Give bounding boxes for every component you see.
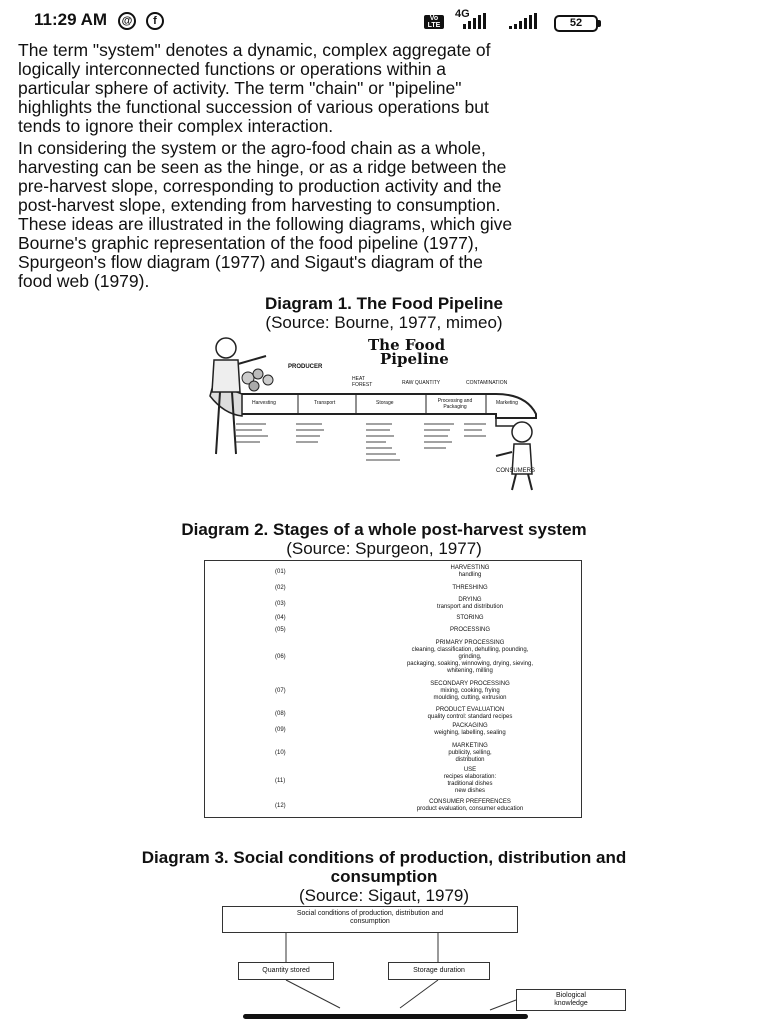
home-indicator[interactable] (243, 1014, 528, 1019)
stage-text (365, 627, 575, 634)
diagram2-heading (0, 520, 768, 558)
stage-detail: handling (458, 572, 482, 578)
loss-label: HEAT (352, 376, 365, 382)
text-line: tends to ignore their complex interaction. (18, 116, 334, 136)
stage-text (365, 799, 575, 813)
loss-label: RAW QUANTITY (402, 380, 441, 386)
alert-icon: @ (118, 12, 136, 30)
biological-knowledge-box (516, 989, 626, 1011)
text-line: logically interconnected functions or operations within a (18, 59, 447, 79)
social-conditions-box (222, 906, 518, 933)
text-line: pre-harvest slope, corresponding to production activity and the (18, 176, 502, 196)
diagram2-source: (Source: Spurgeon, 1977) (286, 539, 482, 558)
stage-heading: PACKAGING (452, 723, 488, 729)
stage-text (365, 681, 575, 702)
stage-number: (12) (275, 802, 286, 809)
text-line: In considering the system or the agro-food chain as a whole, (18, 138, 486, 158)
diagram3-title: Diagram 3. Social conditions of production, distribution and (141, 848, 627, 867)
stage-number: (05) (275, 627, 286, 633)
stage-detail: new dishes (454, 788, 486, 794)
paragraph-system-definition (18, 41, 763, 136)
stage-text (365, 597, 575, 611)
box-text: consumption (350, 918, 390, 925)
stage-heading: HARVESTING (450, 565, 490, 571)
stage-detail: whitening, milling (447, 668, 493, 674)
stage-number: (02) (275, 585, 286, 591)
status-bar (0, 0, 768, 40)
text-line: highlights the functional succession of various operations but (18, 97, 489, 117)
producer-label: PRODUCER (288, 364, 323, 370)
text-line: The term "system" denotes a dynamic, complex aggregate of (18, 40, 491, 60)
volte-text: Vo (429, 15, 439, 22)
pipe-stage-label: Harvesting (252, 400, 276, 406)
stage-text (365, 723, 575, 737)
diagram1-heading (0, 294, 768, 332)
stage-number: (09) (275, 726, 286, 733)
stage-number: (03) (275, 600, 286, 607)
stage-detail: publicity, selling, (448, 750, 492, 756)
stage-detail: transport and distribution (436, 604, 504, 610)
logo-line-1: The Food (368, 336, 446, 354)
text-line: Spurgeon's flow diagram (1977) and Sigaut's diagram of the (18, 252, 483, 272)
stage-heading: SECONDARY PROCESSING (430, 681, 510, 687)
diagram3-heading (0, 848, 768, 905)
stage-heading: MARKETING (452, 743, 488, 749)
text-line: food web (1979). (18, 271, 150, 291)
diagram3-source: (Source: Sigaut, 1979) (298, 886, 470, 905)
stage-detail: packaging, soaking, winnowing, drying, sieving, (406, 661, 534, 667)
stage-heading: STORING (456, 615, 484, 621)
facebook-icon: f (146, 12, 164, 30)
stage-number: (06) (275, 654, 286, 660)
stage-detail: moulding, cutting, extrusion (433, 695, 507, 701)
stage-heading: PRODUCT EVALUATION (435, 707, 505, 713)
loss-label: FOREST (352, 382, 373, 388)
battery-tip (598, 20, 601, 27)
signal-strength-icon (455, 13, 495, 29)
stage-number: (04) (275, 615, 286, 621)
consumers-label: CONSUMERS (496, 468, 536, 474)
pipe-stage-label: Transport (314, 400, 336, 406)
clock: 11:29 AM (34, 10, 108, 29)
network-type: 4G (455, 8, 470, 20)
stage-number: (07) (275, 688, 286, 694)
pipe-stage-label: Marketing (496, 400, 518, 406)
stage-text (365, 640, 575, 675)
stage-text (365, 565, 575, 579)
box-text: Social conditions of production, distribution and (296, 910, 444, 917)
stage-heading: THRESHING (452, 585, 488, 591)
stage-detail: cleaning, classification, dehulling, pounding, (411, 647, 529, 653)
post-harvest-stages-table (204, 560, 582, 818)
stage-text (365, 767, 575, 795)
loss-label: CONTAMINATION (466, 380, 508, 386)
text-line: harvesting can be seen as the hinge, or as a ridge between the (18, 157, 507, 177)
stage-detail: product evaluation, consumer education (416, 806, 524, 812)
stage-text (365, 707, 575, 721)
signal-strength-2-icon (505, 13, 545, 29)
logo-line-2: Pipeline (380, 350, 449, 368)
stage-text (365, 615, 575, 622)
stage-detail: quality control: standard recipes (427, 714, 513, 720)
food-pipeline-illustration (196, 334, 582, 492)
text-line: particular sphere of activity. The term "chain" or "pipeline" (18, 78, 462, 98)
social-conditions-diagram (0, 900, 768, 1024)
text-line: Bourne's graphic representation of the food pipeline (1977), (18, 233, 479, 253)
pipe-stage-label: Storage (376, 400, 394, 406)
diagram3-title-2: consumption (330, 867, 438, 886)
stage-number: (11) (275, 777, 286, 784)
stage-detail: distribution (455, 757, 485, 763)
diagram2-title: Diagram 2. Stages of a whole post-harvest system (181, 520, 587, 539)
stage-detail: weighing, labelling, sealing (434, 730, 506, 736)
stage-detail: recipes elaboration: (443, 774, 497, 780)
stage-heading: PROCESSING (449, 627, 490, 633)
stage-detail: mixing, cooking, frying (440, 688, 500, 694)
volte-icon (424, 15, 444, 29)
stage-heading: PRIMARY PROCESSING (435, 640, 505, 646)
stage-heading: DRYING (458, 597, 482, 603)
stage-number: (10) (275, 750, 286, 756)
stage-number: (08) (275, 710, 286, 717)
food-pipeline-logo (368, 338, 449, 366)
battery-icon: 52 (554, 15, 598, 32)
box-text: Biological (556, 992, 586, 999)
stage-detail: grinding, (458, 654, 482, 660)
stage-detail: traditional dishes (447, 781, 493, 787)
diagram1-source: (Source: Bourne, 1977, mimeo) (265, 313, 503, 332)
stage-text (365, 585, 575, 592)
stage-heading: USE (463, 767, 477, 773)
volte-text-2: LTE (427, 22, 441, 29)
stage-number: (01) (275, 568, 286, 575)
quantity-stored-box: Quantity stored (238, 962, 334, 980)
text-line: These ideas are illustrated in the following diagrams, which give (18, 214, 513, 234)
storage-duration-box: Storage duration (388, 962, 490, 980)
text-line: post-harvest slope, extending from harvesting to consumption. (18, 195, 501, 215)
stage-text (365, 743, 575, 764)
paragraph-agro-food-chain (18, 139, 763, 291)
diagram1-title: Diagram 1. The Food Pipeline (264, 294, 504, 313)
stage-heading: CONSUMER PREFERENCES (429, 799, 511, 805)
box-text: knowledge (554, 1000, 588, 1007)
pipe-stage-label: Processing and Packaging (437, 398, 473, 410)
